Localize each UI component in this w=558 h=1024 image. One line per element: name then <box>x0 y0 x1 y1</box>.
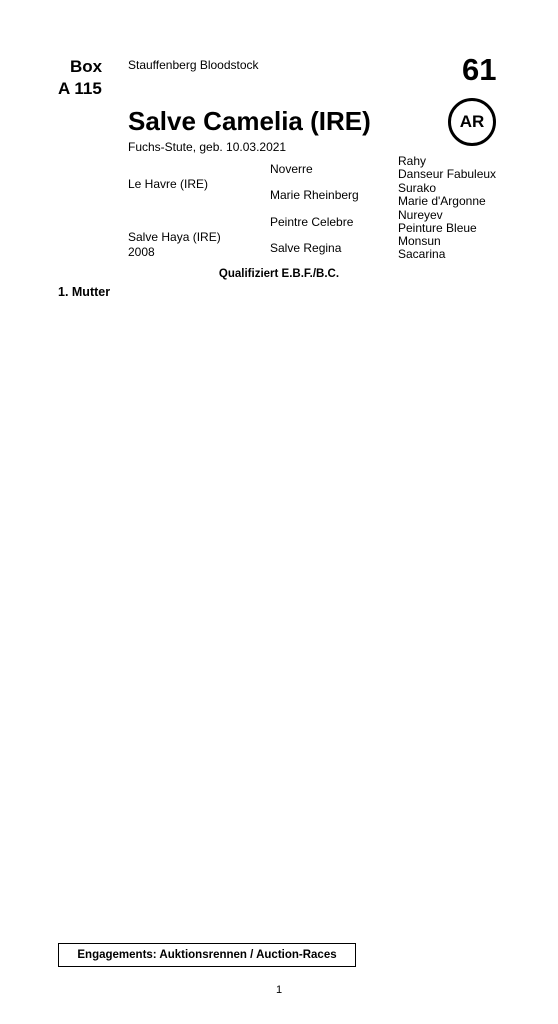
country-badge: AR <box>448 98 496 146</box>
gen3-8: Sacarina <box>398 247 446 261</box>
sire-sire: Noverre <box>270 162 313 176</box>
gen3-7: Monsun <box>398 234 441 248</box>
section-1 <box>58 285 500 299</box>
lot-number: 61 <box>462 52 497 87</box>
gen3-4: Marie d'Argonne <box>398 194 486 208</box>
box-number: A 115 <box>58 79 102 98</box>
dam-sire: Peintre Celebre <box>270 215 354 229</box>
sire: Le Havre (IRE) <box>128 177 209 191</box>
box-label: Box <box>70 57 103 76</box>
engagements-box: Engagements: Auktionsrennen / Auction-Races <box>58 943 356 967</box>
dam-dam: Salve Regina <box>270 241 342 255</box>
gen3-3: Surako <box>398 181 437 195</box>
section-heading: 1. Mutter <box>58 285 111 299</box>
catalogue-body <box>58 285 500 299</box>
qualification: Qualifiziert E.B.F./B.C. <box>218 268 340 280</box>
dam: Salve Haya (IRE) <box>128 230 221 244</box>
gen3-1: Rahy <box>398 154 427 168</box>
horse-description: Fuchs-Stute, geb. 10.03.2021 <box>128 140 287 154</box>
consignor: Stauffenberg Bloodstock <box>128 58 259 72</box>
horse-name: Salve Camelia (IRE) <box>128 106 371 136</box>
page-number: 1 <box>275 984 283 996</box>
gen3-6: Peinture Bleue <box>398 221 477 235</box>
gen3-2: Danseur Fabuleux <box>398 167 497 181</box>
gen3-5: Nureyev <box>398 208 443 222</box>
sire-dam: Marie Rheinberg <box>270 188 359 202</box>
dam-year: 2008 <box>128 245 155 259</box>
